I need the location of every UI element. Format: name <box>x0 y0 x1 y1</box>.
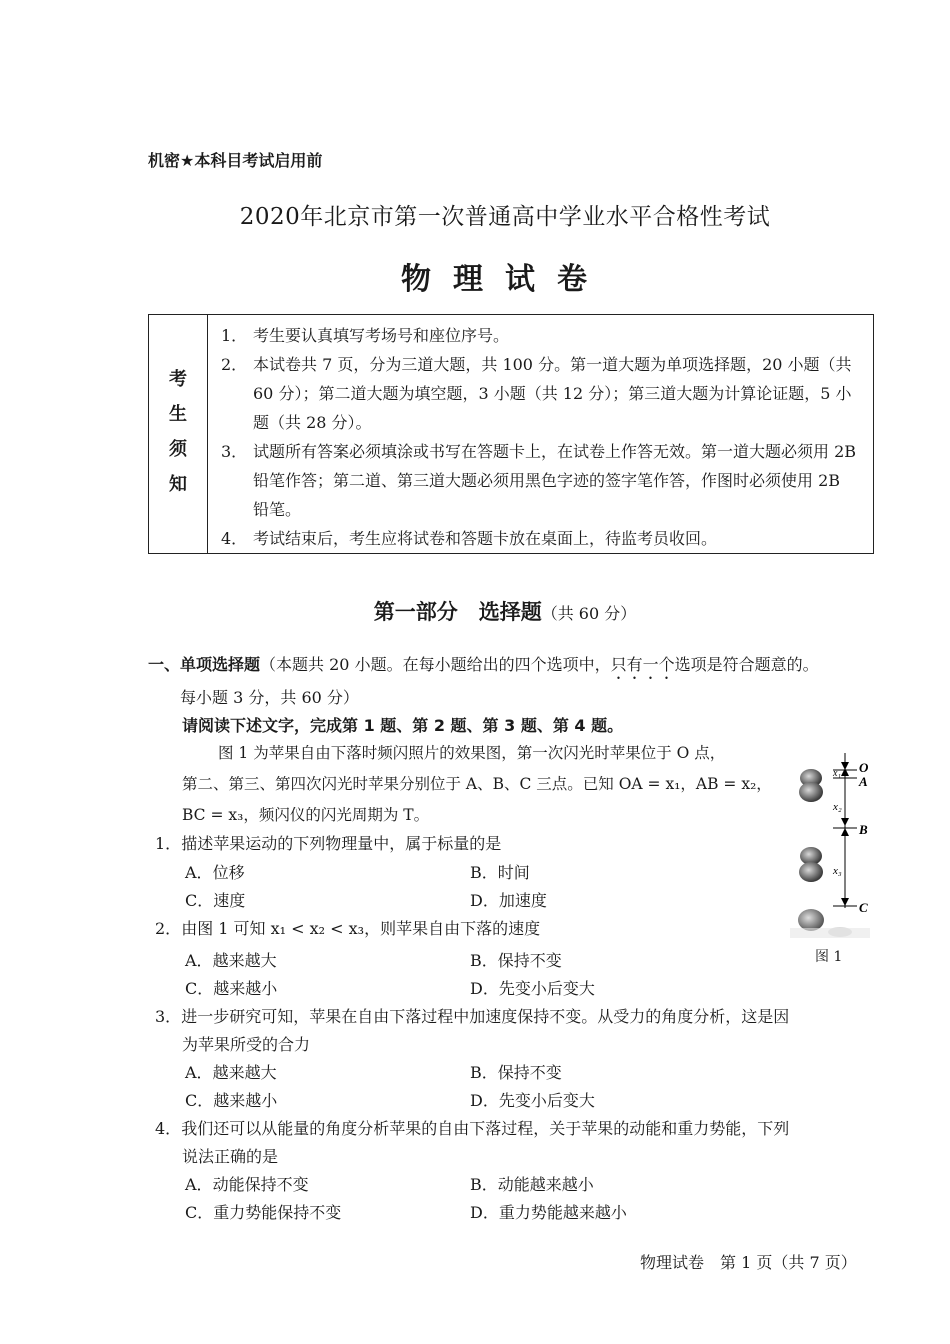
section-desc: （本题共 20 小题。在每小题给出的四个选项中， <box>260 655 611 674</box>
notice-item <box>221 321 861 350</box>
question-text: 由图 1 可知 x₁ < x₂ < x₃，则苹果自由下落的速度 <box>181 919 541 938</box>
option-text: 保持不变 <box>497 1063 562 1082</box>
arrowhead <box>841 768 849 776</box>
label-o: O <box>859 760 869 775</box>
notice-item-text: 试题所有答案必须填涂或书写在答题卡上，在试卷上作答无效。第一道大题必须用 2B 铅笔作答；第二道、第三道大题必须用黑色字迹的签字笔作答，作图时必须使用 2B 铅笔。 <box>253 442 857 519</box>
notice-box <box>148 314 874 554</box>
option-b <box>470 1172 594 1195</box>
question-num: 1． <box>155 834 182 853</box>
option-text: 先变小后变大 <box>498 979 595 998</box>
option-key: D． <box>470 979 499 998</box>
notice-item <box>221 524 861 553</box>
read-instruction: 请阅读下述文字，完成第 1 题、第 2 题、第 3 题、第 4 题。 <box>182 716 624 735</box>
passage-line-text: 图 1 为苹果自由下落时频闪照片的效果图，第一次闪光时苹果位于 O 点， <box>218 744 726 762</box>
option-key: A． <box>185 1063 213 1082</box>
option-key: A． <box>185 863 213 882</box>
option-text: 越来越小 <box>213 1091 278 1110</box>
option-text: 先变小后变大 <box>498 1091 595 1110</box>
question-3 <box>155 1003 880 1059</box>
part-title-sub: （共 60 分） <box>541 604 637 623</box>
option-text: 保持不变 <box>497 951 562 970</box>
option-key: A． <box>185 951 213 970</box>
option-key: B． <box>470 951 498 970</box>
apple-image <box>799 862 823 882</box>
option-a <box>185 1172 309 1195</box>
option-c <box>185 888 245 911</box>
apple-image <box>798 909 824 931</box>
notice-item-num: 2． <box>221 355 248 374</box>
section-desc-end: 选项是符合题意的。 <box>674 655 819 674</box>
notice-item-text: 考生要认真填写考场号和座位序号。 <box>253 326 510 345</box>
notice-list <box>221 321 861 553</box>
option-key: B． <box>470 1175 498 1194</box>
option-text: 加速度 <box>498 891 547 910</box>
notice-item-num: 3． <box>221 442 248 461</box>
question-4 <box>155 1115 880 1171</box>
notice-side-label <box>149 315 208 553</box>
splash-image <box>790 928 870 938</box>
notice-item-text: 本试卷共 7 页，分为三道大题，共 100 分。第一道大题为单项选择题，20 小题（共 60 分）；第二道大题为填空题，3 小题（共 12 分）；第三道大题为计算论证题，5 小题（共 28 分）。 <box>253 355 852 432</box>
notice-item-num: 4． <box>221 529 248 548</box>
label-x1: x₁ <box>833 768 841 779</box>
option-a <box>185 1060 277 1083</box>
figure-1 <box>785 748 885 948</box>
option-text: 时间 <box>497 863 530 882</box>
notice-side-char: 考 <box>169 369 187 390</box>
notice-side-char: 知 <box>169 474 187 495</box>
section-title: 单项选择题 <box>180 655 261 674</box>
apple-image <box>799 782 823 802</box>
option-key: C． <box>185 979 214 998</box>
question-text: 描述苹果运动的下列物理量中，属于标量的是 <box>181 834 502 853</box>
option-d <box>470 976 595 999</box>
label-x3: x₃ <box>833 865 842 877</box>
question-num: 2． <box>155 919 182 938</box>
question-num: 4． <box>155 1119 182 1138</box>
notice-item-text: 考试结束后，考生应将试卷和答题卡放在桌面上，待监考员收回。 <box>253 529 718 548</box>
option-d <box>470 1088 595 1111</box>
notice-item-num: 1． <box>221 326 248 345</box>
option-text: 速度 <box>213 891 246 910</box>
question-num: 3． <box>155 1007 182 1026</box>
option-c <box>185 1088 277 1111</box>
arrowhead <box>841 828 849 836</box>
option-text: 越来越大 <box>212 1063 277 1082</box>
notice-side-char: 生 <box>169 404 187 425</box>
arrowhead <box>841 898 849 906</box>
question-2 <box>155 915 540 943</box>
notice-item <box>221 350 861 437</box>
label-a: A <box>859 774 868 789</box>
section-desc-emphasis: 只有一个 <box>610 655 675 674</box>
confidential-label: 机密★本科目考试启用前 <box>148 151 323 170</box>
option-text: 重力势能越来越小 <box>498 1203 627 1222</box>
option-text: 位移 <box>212 863 245 882</box>
option-b <box>470 1060 562 1083</box>
option-a <box>185 948 277 971</box>
notice-side-char: 须 <box>169 439 187 460</box>
label-x2: x₂ <box>833 801 842 813</box>
option-text: 越来越小 <box>213 979 278 998</box>
section-desc-line2: 每小题 3 分，共 60 分） <box>180 688 359 707</box>
page-footer: 物理试卷 第 1 页（共 7 页） <box>640 1253 857 1272</box>
option-key: C． <box>185 1203 214 1222</box>
passage-line: BC = x₃，频闪仪的闪光周期为 T。 <box>182 806 430 824</box>
option-b <box>470 948 562 971</box>
option-text: 越来越大 <box>212 951 277 970</box>
option-key: D． <box>470 1091 499 1110</box>
arrowhead <box>841 818 849 826</box>
passage-line <box>182 738 782 769</box>
option-b <box>470 860 530 883</box>
part-title <box>0 596 950 626</box>
option-key: A． <box>185 1175 213 1194</box>
option-c <box>185 1200 341 1223</box>
subject-title: 物理试卷 <box>401 262 609 297</box>
option-key: D． <box>470 1203 499 1222</box>
question-text-cont: 为苹果所受的合力 <box>182 1035 311 1054</box>
label-b: B <box>859 822 868 837</box>
option-text: 动能保持不变 <box>212 1175 309 1194</box>
option-d <box>470 888 547 911</box>
question-text: 进一步研究可知，苹果在自由下落过程中加速度保持不变。从受力的角度分析，这是因 <box>181 1007 790 1026</box>
section-header <box>148 650 878 713</box>
option-text: 重力势能保持不变 <box>213 1203 342 1222</box>
question-text-cont: 说法正确的是 <box>182 1147 279 1166</box>
option-key: B． <box>470 863 498 882</box>
option-d <box>470 1200 627 1223</box>
question-1 <box>155 830 501 858</box>
option-key: C． <box>185 891 214 910</box>
option-key: C． <box>185 1091 214 1110</box>
notice-item <box>221 437 861 524</box>
passage-line: 第二、第三、第四次闪光时苹果分别位于 A、B、C 三点。已知 OA = x₁，AB = x₂， <box>182 775 772 793</box>
section-num: 一、 <box>148 655 181 674</box>
option-text: 动能越来越小 <box>497 1175 594 1194</box>
option-key: D． <box>470 891 499 910</box>
part-title-main: 第一部分 选择题 <box>373 600 542 624</box>
option-a <box>185 860 245 883</box>
passage <box>182 738 782 831</box>
figure-caption: 图 1 <box>815 949 843 965</box>
exam-title: 2020年北京市第一次普通高中学业水平合格性考试 <box>239 204 771 230</box>
option-c <box>185 976 277 999</box>
label-c: C <box>859 900 868 915</box>
question-text: 我们还可以从能量的角度分析苹果的自由下落过程，关于苹果的动能和重力势能，下列 <box>181 1119 790 1138</box>
option-key: B． <box>470 1063 498 1082</box>
